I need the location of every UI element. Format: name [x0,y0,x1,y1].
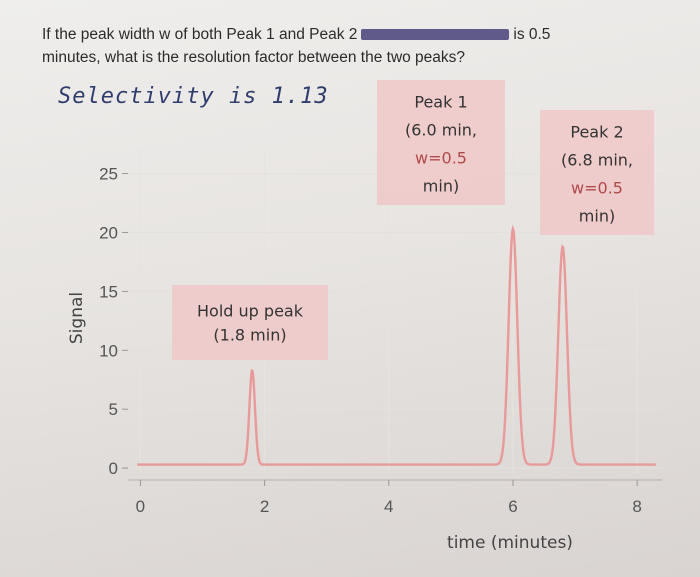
peak2-label [540,110,654,235]
y-tick-label: 5 [108,400,118,420]
peak-annotations [172,80,654,360]
handwritten-selectivity-note: Selectivity is 1.13 [58,84,329,109]
question-line-1-end: is 0.5 [513,26,551,43]
x-tick-label: 8 [632,497,642,516]
question-line-1-start: If the peak width w of both Peak 1 and Peak 2 [42,26,358,43]
x-axis-ticks [128,480,662,516]
peak1-label [377,80,505,205]
peak2-label-line: min) [578,206,616,226]
y-tick-label: 15 [99,282,118,302]
y-axis-label: Signal [67,291,87,345]
x-tick-label: 4 [384,497,394,516]
peak2-label-line: Peak 2 [570,122,624,142]
hold-up-peak-label-line: (1.8 min) [213,325,287,345]
peak1-label-line: Peak 1 [414,92,468,112]
peak1-label-line: (6.0 min, [404,120,478,140]
x-axis-label: time (minutes) [447,533,573,553]
peak2-label-line: (6.8 min, [560,150,634,170]
x-tick-label: 0 [135,497,146,516]
question-line-2: minutes, what is the resolution factor between the two peaks? [42,49,466,66]
y-tick-label: 25 [99,164,118,184]
y-tick-label: 0 [108,459,118,479]
peak1-label-line: w=0.5 [415,148,467,168]
hold-up-peak-label-line: Hold up peak [197,301,303,321]
x-tick-label: 2 [259,497,270,516]
hold-up-peak-label [172,285,328,360]
y-tick-label: 20 [99,223,118,243]
hold-up-peak-label-box [172,285,328,360]
y-tick-label: 10 [99,341,118,361]
y-axis-ticks [99,165,128,479]
peak1-label-line: min) [422,176,460,196]
peak2-label-line: w=0.5 [571,178,623,198]
x-tick-label: 6 [508,497,518,516]
